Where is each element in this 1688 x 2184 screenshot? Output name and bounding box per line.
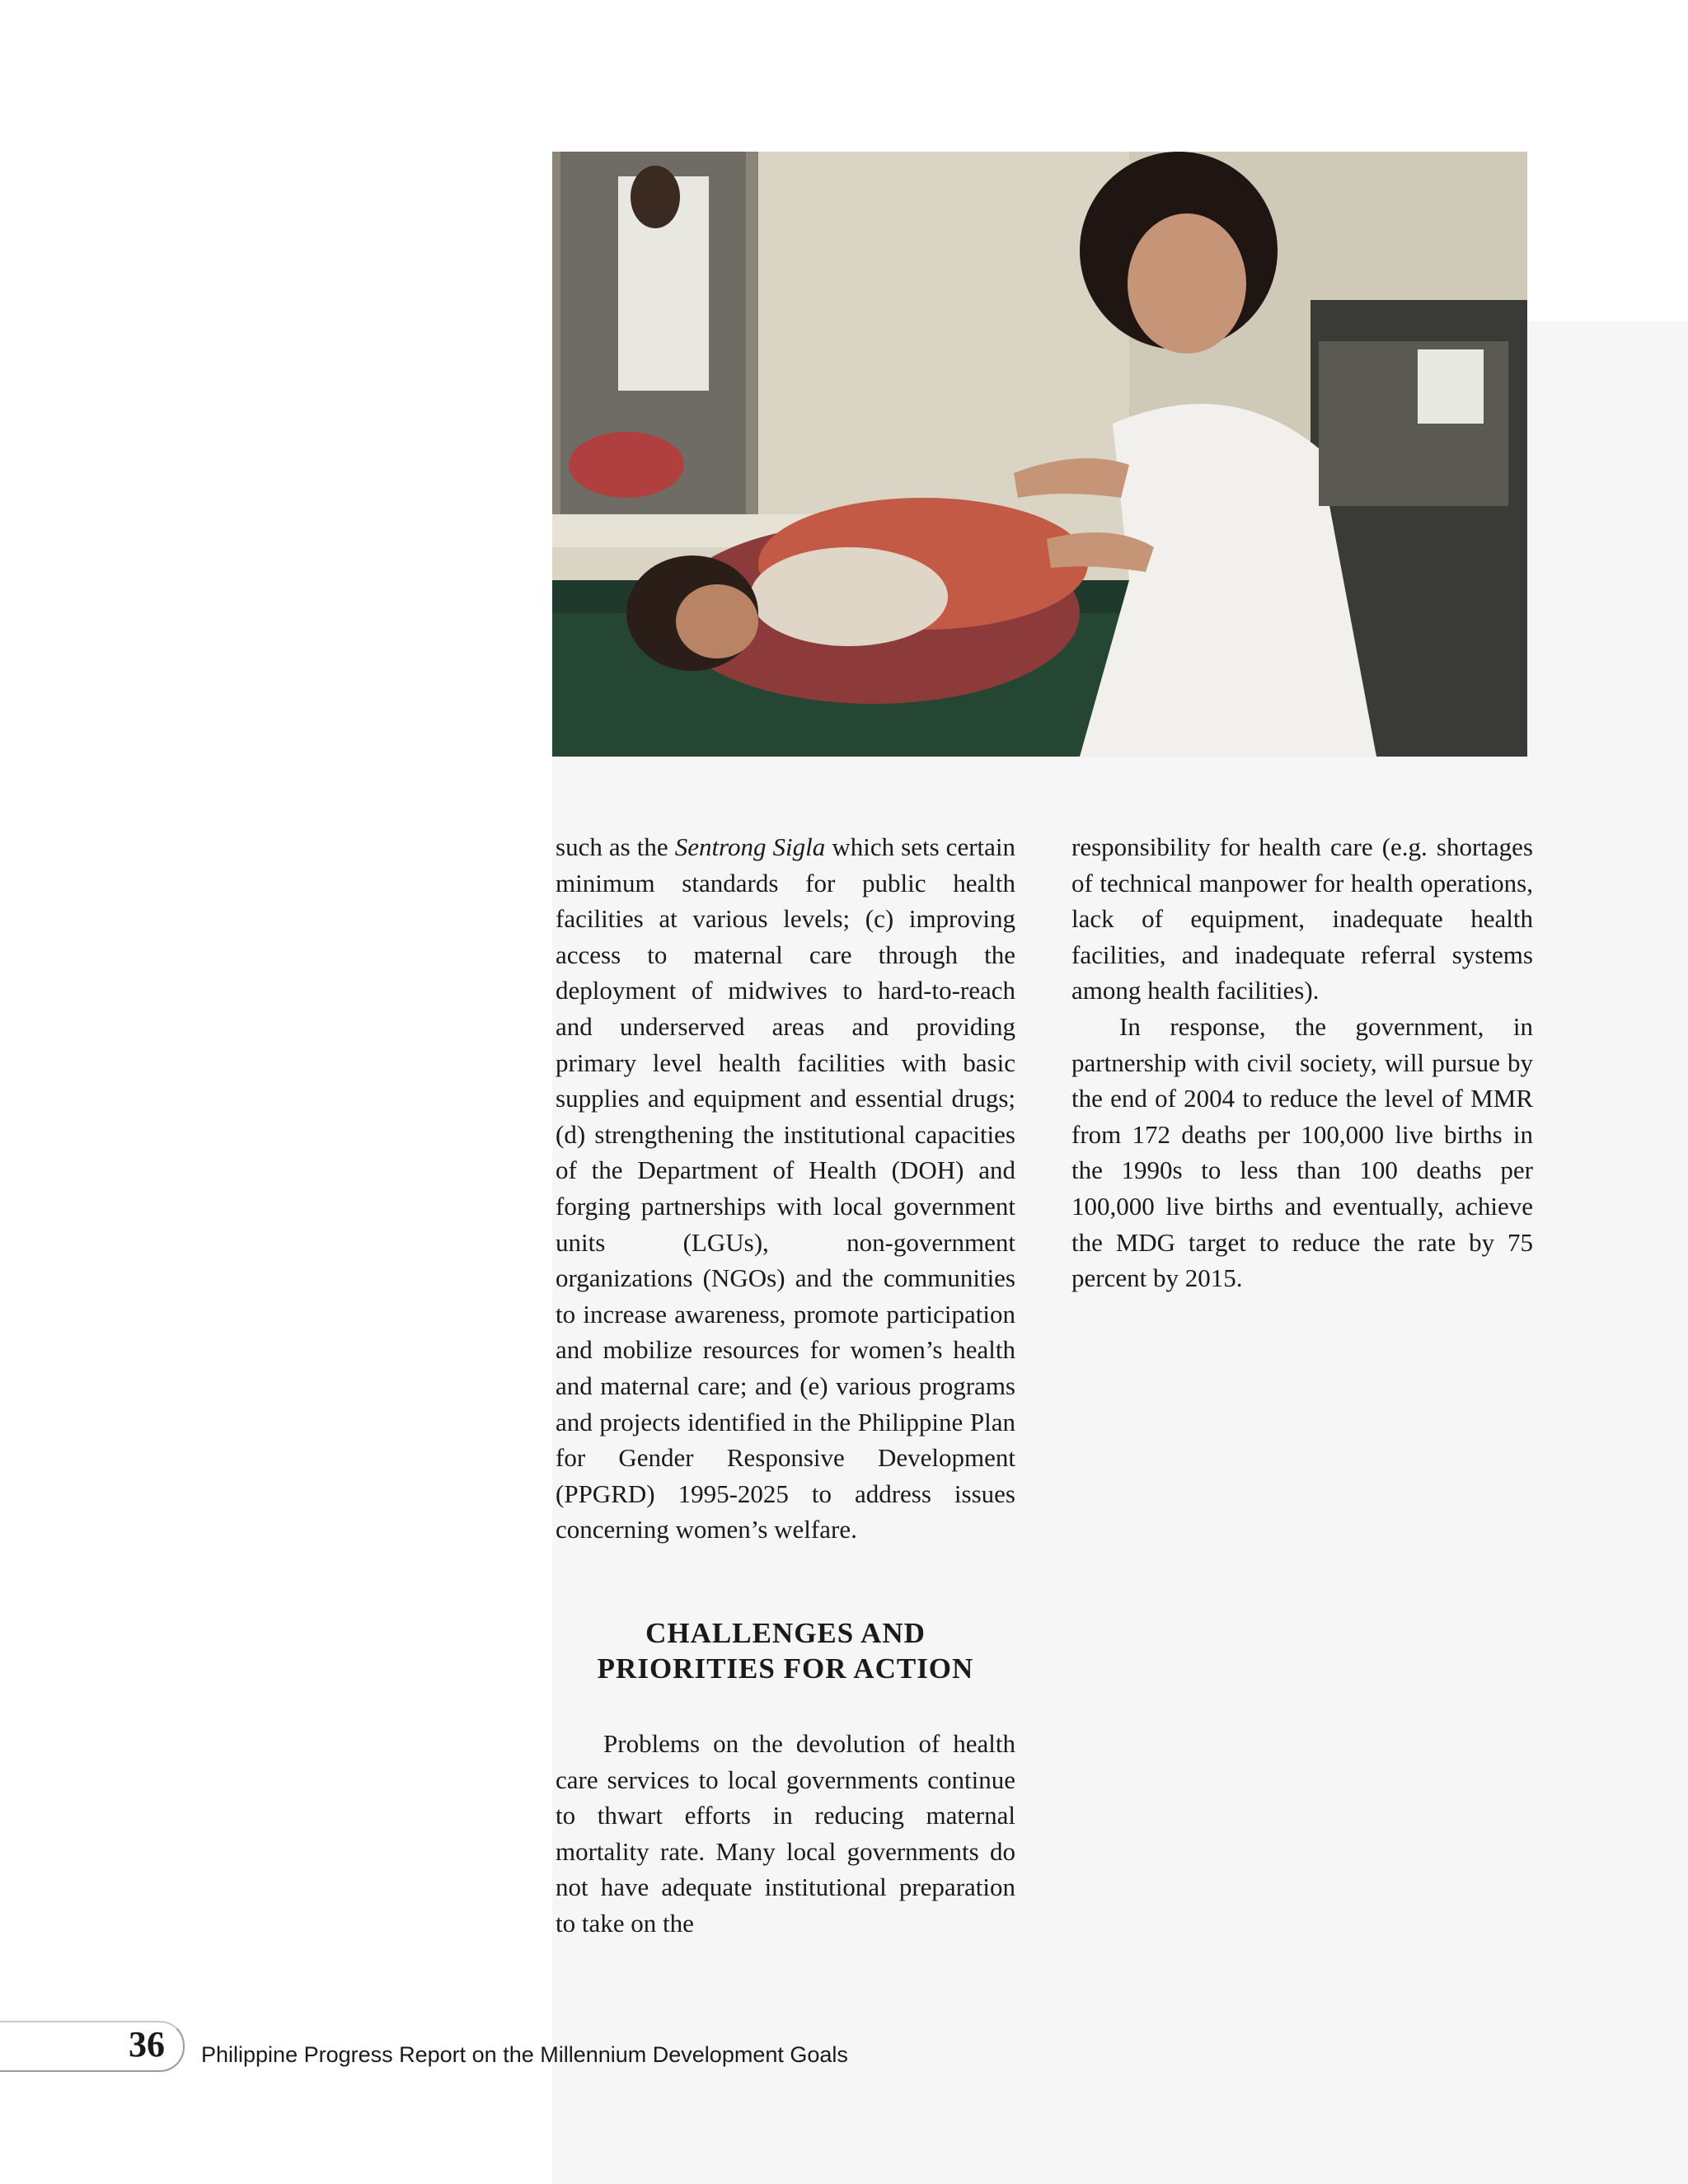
left-paragraph: [556, 829, 1015, 1548]
footer-report-title: Philippine Progress Report on the Millennium Development Goals: [201, 2042, 848, 2067]
photo-doctor-examining-patient: [552, 152, 1527, 757]
page-number: 36: [129, 2024, 165, 2064]
sentrong-sigla-italic: Sentrong Sigla: [674, 832, 826, 861]
photo-illustration: [552, 152, 1527, 757]
heading-line-2: PRIORITIES FOR ACTION: [597, 1652, 974, 1685]
right-paragraph-2: In response, the government, in partnership with civil society, will pursue by the end of 2004 to reduce the level of MMR from 172 deaths per 100,000 live births in the 1990s to less than 100 deaths per 100,000 live births and eventually, achieve the MDG target to reduce the rate by 75 percent by 2015.: [1071, 1011, 1533, 1293]
right-paragraph-1: responsibility for health care (e.g. shortages of technical manpower for health operations, lack of equipment, inadequate health facilities, and inadequate referral systems among health facilities).: [1071, 832, 1533, 1005]
left-text-rest: which sets certain minimum standards for public health facilities at various levels; (c) improving access to maternal care through the deployment of midwives to hard-to-reach and underserved areas and providing primary level health facilities with basic supplies and equipment and essential drugs; (d) strengthening the institutional capacities of the Department of Health (DOH) and forging partnerships with local government units (LGUs), non-government organizations (NGOs) and the communities to increase awareness, promote participation and mobilize resources for women’s health and maternal care; and (e) various programs and projects identified in the Philippine Plan for Gender Responsive Development (PPGRD) 1995-2025 to address issues concerning women’s welfare.: [556, 832, 1016, 1544]
challenges-column: [556, 1726, 1015, 1942]
challenges-paragraph: Problems on the devolution of health care services to local governments continue to thwart efforts in reducing maternal mortality rate. Many local governments do not have adequate institutional preparation to take on the: [556, 1729, 1015, 1938]
left-column: [556, 829, 1015, 1548]
right-column: [1071, 829, 1533, 1296]
section-heading: [556, 1615, 1015, 1686]
heading-line-1: CHALLENGES AND: [645, 1617, 926, 1649]
left-text-start: such as the: [556, 832, 675, 861]
